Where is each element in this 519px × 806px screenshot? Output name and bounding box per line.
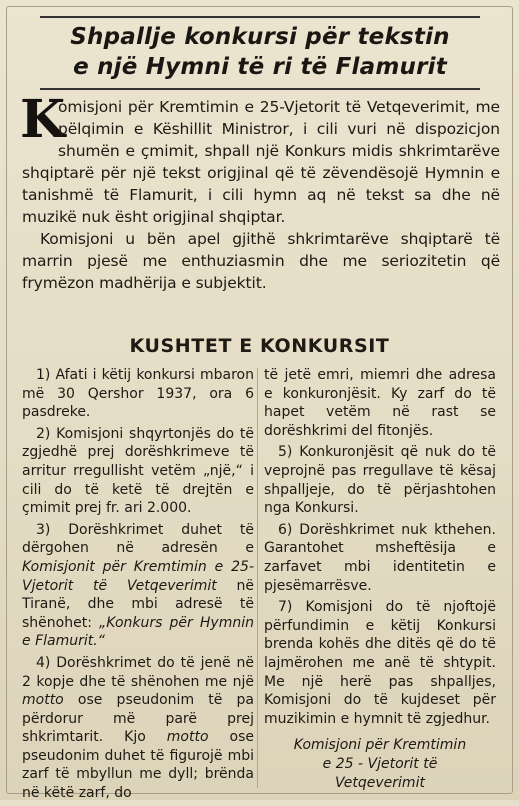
condition-item-3-text-a: 3) Dorëshkrimet duhet të dërgohen në adresën e bbox=[22, 521, 254, 557]
condition-item-4-motto-2: motto bbox=[166, 729, 209, 746]
column-divider bbox=[257, 368, 258, 788]
condition-item-3-text-b: në Tiranë, dhe mbi adresë të shënohet: bbox=[22, 577, 254, 631]
condition-item-4-motto-1: motto bbox=[22, 692, 64, 709]
condition-item-3 bbox=[22, 521, 254, 651]
conditions-column-left bbox=[22, 366, 254, 806]
condition-item-4-text-c: ose pseudonim duhet të figurojë mbi zarf të mbyllun me dyll; brënda në këtë zarf, do bbox=[22, 729, 254, 802]
condition-item-4 bbox=[22, 654, 254, 803]
condition-item-1: 1) Afati i këtij konkursi mbaron më 30 Qershor 1937, ora 6 pasdreke. bbox=[22, 367, 254, 421]
condition-item-7: 7) Komisjoni do të njoftojë përfundimin e këtij Konkursi brenda kohës dhe ditës që do të lajmërohen me anë të shtypit. Me një herë pas shpalljes, Komisjoni do të kujdeset për muzikimin e hymnit të zgjedhur. bbox=[264, 599, 496, 727]
signature-line-1: Komisjoni për Kremtimin bbox=[293, 737, 467, 754]
intro-paragraph-2: Komisjoni u bën apel gjithë shkrimtarëve shqiptarë të marrin pjesë me enthuziasmin dhe me seriozitetin që frymëzon madhërija e subjektit. bbox=[22, 230, 500, 292]
drop-cap: K bbox=[20, 89, 66, 150]
conditions-column-right bbox=[264, 366, 496, 793]
signature-line-2: e 25 - Vjetorit të bbox=[322, 756, 438, 773]
signature-line-3: Vetqeverimit bbox=[335, 775, 425, 792]
title-line-1: Shpallje konkursi për tekstin bbox=[70, 24, 450, 50]
condition-item-2: 2) Komisjoni shqyrtonjës do të zgjedhë prej dorëshkrimeve të arritur rregullisht vetëm „një,“ i cili do të ketë të drejtën e çmimit prej fr. ari 2.000. bbox=[22, 425, 254, 517]
condition-item-3-envelope-label: „Konkurs për Hymnin e Flamurit.“ bbox=[22, 614, 254, 650]
condition-item-5: 5) Konkuronjësit që nuk do të veprojnë pas rregullave të kësaj shpalljeje, do të përjashtohen nga Konkursi. bbox=[264, 444, 496, 517]
conditions-heading: KUSHTET E KONKURSIT bbox=[129, 335, 390, 357]
announcement-title bbox=[40, 16, 480, 90]
intro-paragraph-1 bbox=[20, 89, 500, 228]
intro-text bbox=[20, 89, 500, 294]
condition-item-4-continued: të jetë emri, miemri dhe adresa e konkuronjësit. Ky zarf do të hapet vetëm në rast se dorëshkrimi del fitonjës. bbox=[264, 367, 496, 439]
condition-item-4-text-a: 4) Dorëshkrimet do të jenë në 2 kopje dhe të shënohen me një bbox=[22, 654, 254, 690]
signature-block bbox=[264, 736, 496, 793]
condition-item-6: 6) Dorëshkrimet nuk kthehen. Garantohet msheftësija e zarfavet mbi identitetin e pjesëmarrësve. bbox=[264, 521, 496, 594]
condition-item-3-address: Komisjonit për Kremtimin e 25-Vjetorit të Vetqeverimit bbox=[22, 558, 254, 594]
condition-item-4-text-b: ose pseudonim të pa përdorur më parë prej shkrimtarit. Kjo bbox=[22, 692, 254, 746]
intro-paragraph-1-text: omisjoni për Kremtimin e 25-Vjetorit të Vetqeverimit, me pëlqimin e Këshillit Ministror, i cili vuri në dispozicjon shumën e çmimit, shpall një Konkurs midis shkrimtarëve shqiptarë për një tekst origjinal që të zëvendësojë Hymnin e tanishmë të Flamurit, i cili hymn aq në tekst sa dhe në muzikë nuk ësht origjinal shqiptar. bbox=[22, 98, 500, 226]
title-line-2: e një Hymni të ri të Flamurit bbox=[73, 54, 447, 80]
